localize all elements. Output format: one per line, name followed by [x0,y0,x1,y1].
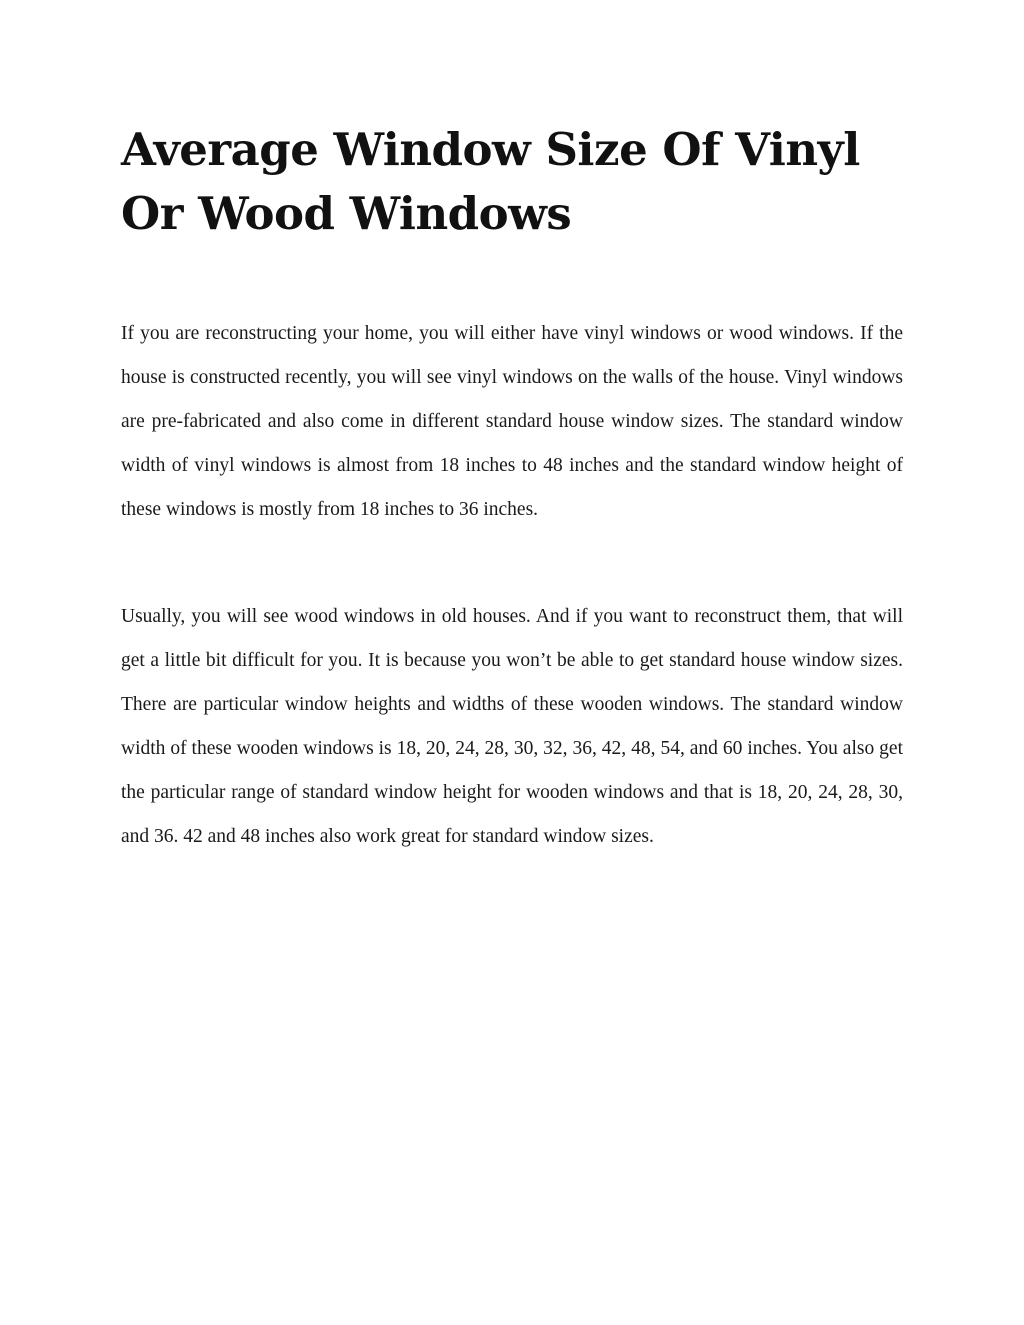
paragraph-wood-windows: Usually, you will see wood windows in old houses. And if you want to reconstruct them, that will get a little bit difficult for you. It is because you won’t be able to get standard house window sizes. There are particular window heights and widths of these wooden windows. The standard window width of these wooden windows is 18, 20, 24, 28, 30, 32, 36, 42, 48, 54, and 60 inches. You also get the particular range of standard window height for wooden windows and that is 18, 20, 24, 28, 30, and 36. 42 and 48 inches also work great for standard window sizes. [121,606,903,847]
document-page [121,118,903,859]
document-title: Average Window Size Of Vinyl Or Wood Windows [121,123,860,240]
paragraph-vinyl-windows: If you are reconstructing your home, you will either have vinyl windows or wood windows. If the house is constructed recently, you will see vinyl windows on the walls of the house. Vinyl windows are pre-fabricated and also come in different standard house window sizes. The standard window width of vinyl windows is almost from 18 inches to 48 inches and the standard window height of these windows is mostly from 18 inches to 36 inches. [121,323,903,520]
